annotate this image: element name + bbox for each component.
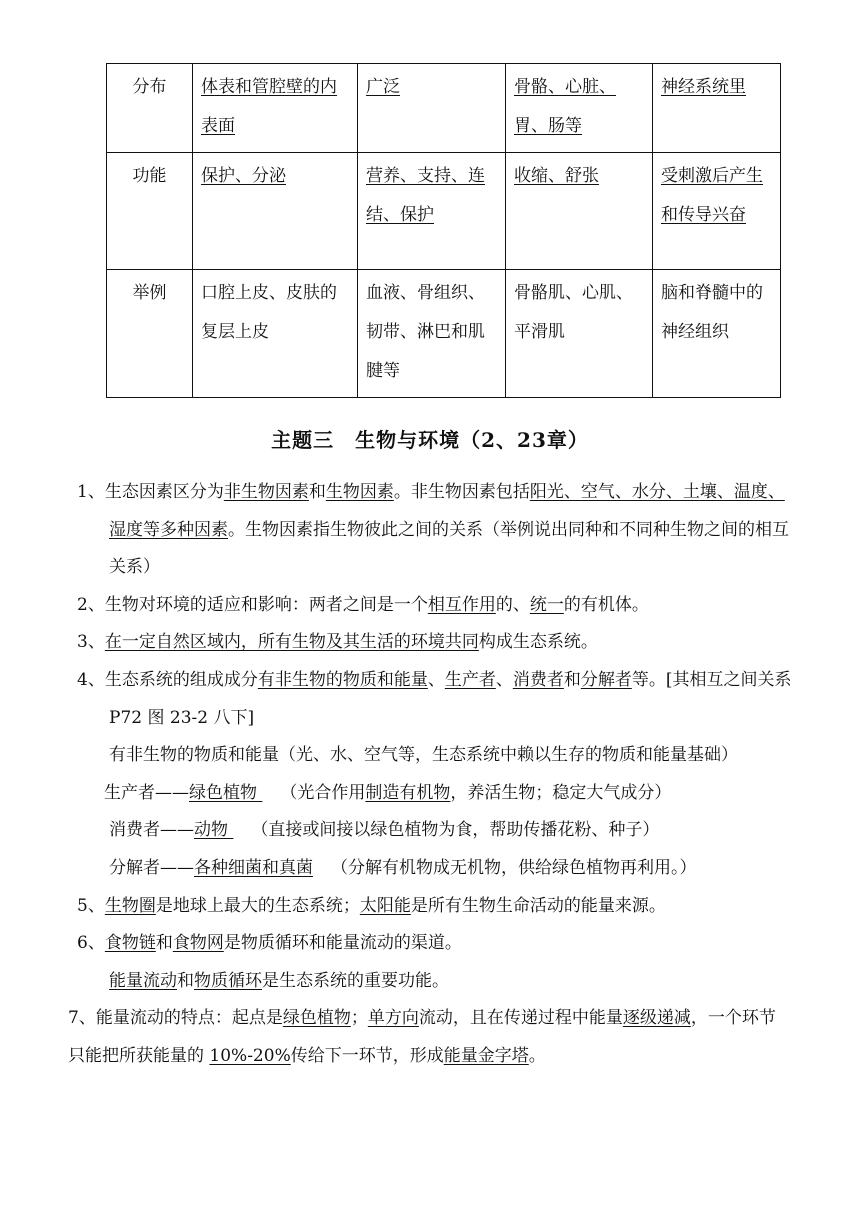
item-4: 4、生态系统的组成成分有非生物的物质和能量、生产者、消费者和分解者等。[其相互之间关系 P72 图 23-2 八下] <box>77 669 792 728</box>
table-cell: 受刺激后产生和传导兴奋 <box>653 153 781 270</box>
table-cell: 口腔上皮、皮肤的复层上皮 <box>193 270 358 398</box>
tissue-table <box>106 63 781 398</box>
item-6: 6、食物链和食物网是物质循环和能量流动的渠道。 <box>77 933 462 954</box>
table-cell: 营养、支持、连结、保护 <box>358 153 506 270</box>
table-cell: 广泛 <box>358 64 506 153</box>
table-cell: 体表和管腔壁的内表面 <box>193 64 358 153</box>
item-5: 5、生物圈是地球上最大的生态系统；太阳能是所有生物生命活动的能量来源。 <box>77 895 666 916</box>
item-6-function: 能量流动和物质循环是生态系统的重要功能。 <box>109 970 449 991</box>
table-row <box>107 64 781 153</box>
table-cell: 血液、骨组织、韧带、淋巴和肌腱等 <box>358 270 506 398</box>
nonbiological-note: 有非生物的物质和能量（光、水、空气等，生态系统中赖以生存的物质和能量基础） <box>109 745 738 766</box>
table-row <box>107 270 781 398</box>
table-cell: 保护、分泌 <box>193 153 358 270</box>
table-cell: 神经系统里 <box>653 64 781 153</box>
producer-line: 生产者——绿色植物 （光合作用制造有机物，养活生物；稳定大气成分） <box>104 782 672 803</box>
item-7: 7、能量流动的特点：起点是绿色植物；单方向流动，且在传递过程中能量逐级递减，一个环节只能把所获能量的 10%-20%传给下一环节，形成能量金字塔。 <box>68 1008 776 1066</box>
consumer-line: 消费者——动物 （直接或间接以绿色植物为食，帮助传播花粉、种子） <box>109 820 660 841</box>
table-cell: 脑和脊髓中的神经组织 <box>653 270 781 398</box>
table-cell: 骨骼、心脏、胃、肠等 <box>506 64 653 153</box>
row-header: 分布 <box>107 64 193 153</box>
row-header: 举例 <box>107 270 193 398</box>
item-3: 3、在一定自然区域内，所有生物及其生活的环境共同构成生态系统。 <box>77 632 598 653</box>
item-1: 1、生态因素区分为非生物因素和生物因素。非生物因素包括阳光、空气、水分、土壤、温度、湿度等多种因素。生物因素指生物彼此之间的关系（举例说出同种和不同种生物之间的相互关系） <box>77 482 789 578</box>
notes-body <box>68 474 792 1076</box>
table-row <box>107 153 781 270</box>
row-header: 功能 <box>107 153 193 270</box>
decomposer-line: 分解者——各种细菌和真菌 （分解有机物成无机物，供给绿色植物再利用。） <box>109 857 697 878</box>
table-cell: 骨骼肌、心肌、平滑肌 <box>506 270 653 398</box>
table-cell: 收缩、舒张 <box>506 153 653 270</box>
item-2: 2、生物对环境的适应和影响：两者之间是一个相互作用的、统一的有机体。 <box>77 594 649 615</box>
topic-title: 主题三 生物与环境（2、23章） <box>271 428 589 452</box>
